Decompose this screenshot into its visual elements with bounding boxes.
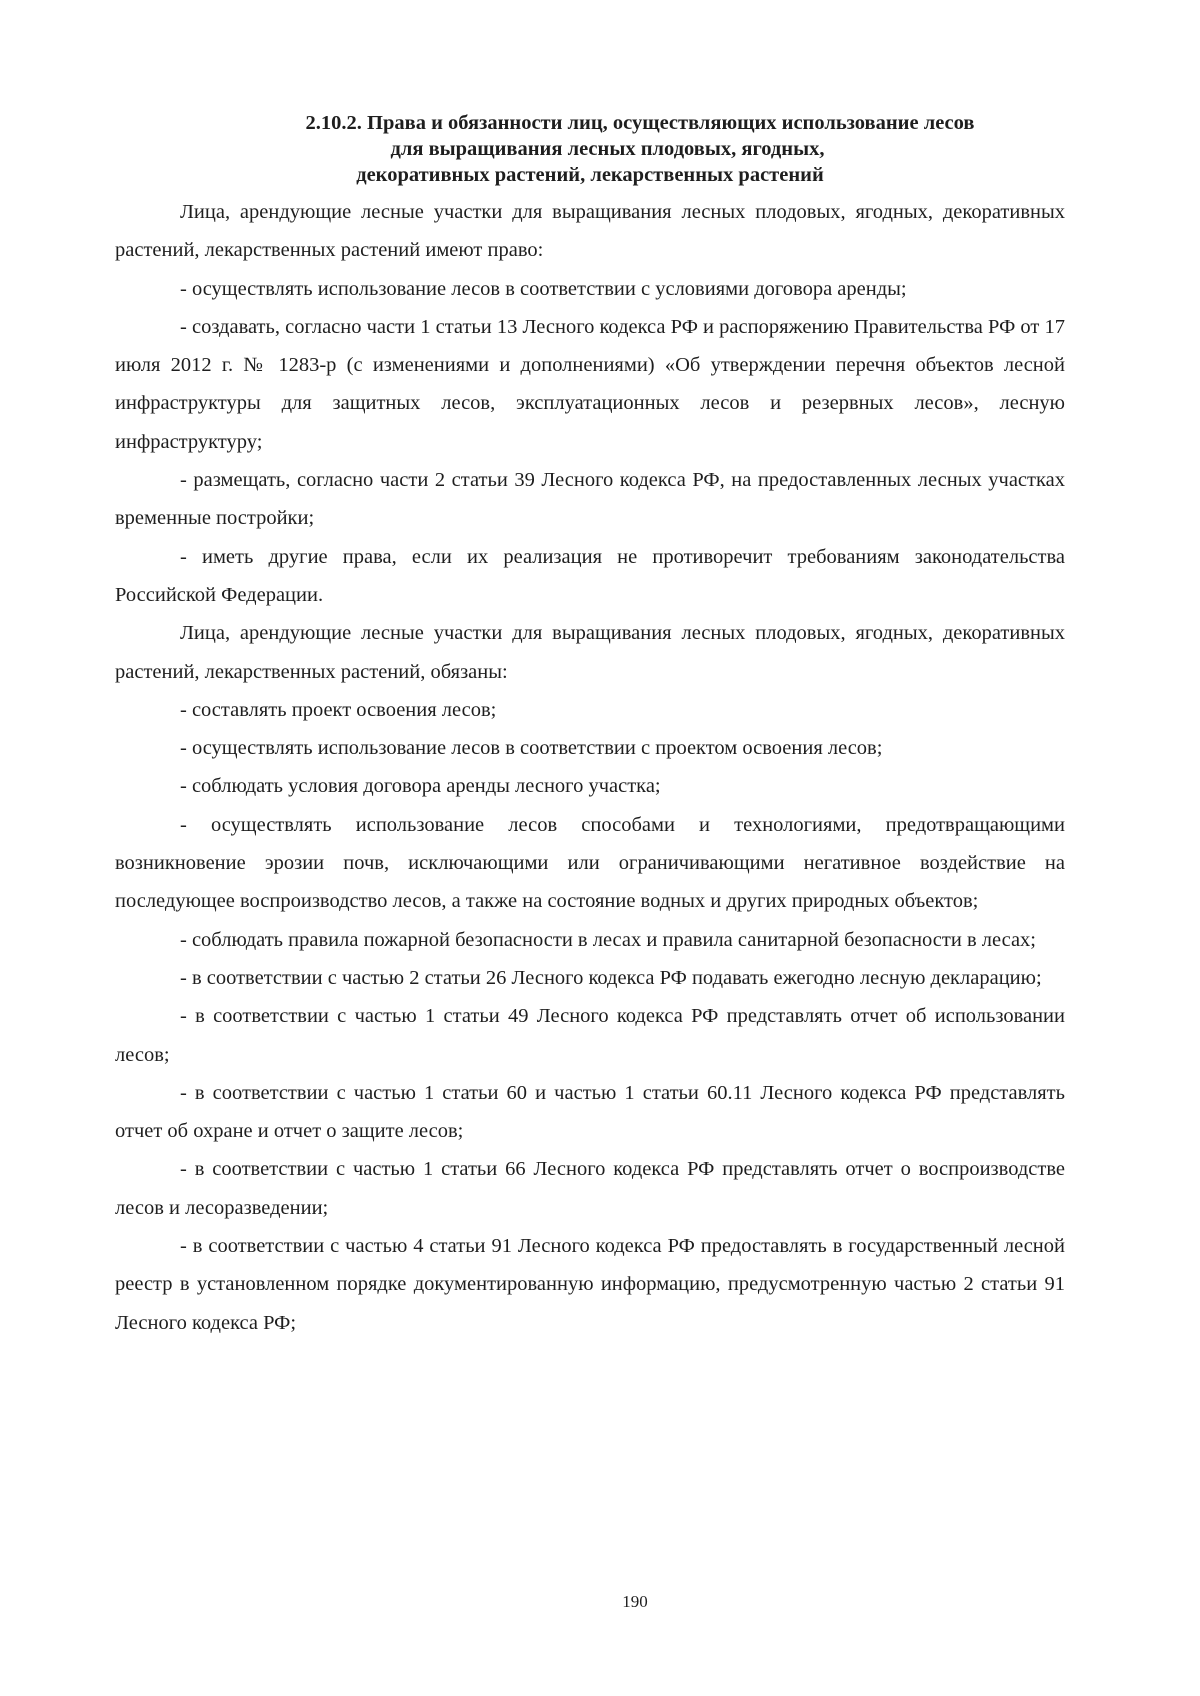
section-heading-line-2: для выращивания лесных плодовых, ягодных,	[390, 138, 825, 160]
paragraph-duty-10: - в соответствии с частью 4 статьи 91 Лесного кодекса РФ предоставлять в государственный лесной реестр в установленном порядке документированную информацию, предусмотренную частью 2 статьи 91 Лесного кодекса РФ;	[115, 1235, 1065, 1334]
paragraph-right-2: - создавать, согласно части 1 статьи 13 Лесного кодекса РФ и распоряжению Правительства РФ от 17 июля 2012 г. № 1283-р (с изменениями и дополнениями) «Об утверждении перечня объектов лесной инфраструктуры для защитных лесов, эксплуатационных лесов и резервных лесов», лесную инфраструктуру;	[115, 315, 1065, 453]
paragraph-duty-8: - в соответствии с частью 1 статьи 60 и частью 1 статьи 60.11 Лесного кодекса РФ представлять отчет об охране и отчет о защите лесов;	[115, 1081, 1065, 1143]
page-number: 190	[622, 1592, 648, 1611]
paragraph-right-1: - осуществлять использование лесов в соответствии с условиями договора аренды;	[180, 277, 907, 300]
paragraph-right-3: - размещать, согласно части 2 статьи 39 Лесного кодекса РФ, на предоставленных лесных участках временные постройки;	[115, 469, 1065, 530]
paragraph-duty-1: - составлять проект освоения лесов;	[180, 698, 497, 721]
paragraph-right-4: - иметь другие права, если их реализация не противоречит требованиям законодательства Российской Федерации.	[115, 545, 1065, 606]
paragraph-duty-4: - осуществлять использование лесов способами и технологиями, предотвращающими возникновение эрозии почв, исключающими или ограничивающими негативное воздействие на последующее воспроизводство лесов, а также на состояние водных и других природных объектов;	[115, 813, 1065, 913]
paragraph-duty-7: - в соответствии с частью 1 статьи 49 Лесного кодекса РФ представлять отчет об использовании лесов;	[115, 1005, 1065, 1066]
paragraph-duty-2: - осуществлять использование лесов в соответствии с проектом освоения лесов;	[180, 737, 883, 760]
section-heading-line-1: 2.10.2. Права и обязанности лиц, осуществляющих использование лесов	[305, 112, 975, 134]
paragraph-duty-9: - в соответствии с частью 1 статьи 66 Лесного кодекса РФ представлять отчет о воспроизводстве лесов и лесоразведении;	[115, 1158, 1065, 1219]
section-heading-line-3: декоративных растений, лекарственных растений	[356, 164, 824, 186]
page-content	[115, 110, 1065, 1342]
section-heading	[115, 110, 1065, 188]
paragraph-duty-5: - соблюдать правила пожарной безопасности в лесах и правила санитарной безопасности в лесах;	[180, 928, 1036, 951]
paragraph-duties-intro: Лица, арендующие лесные участки для выращивания лесных плодовых, ягодных, декоративных растений, лекарственных растений, обязаны:	[115, 622, 1065, 683]
paragraph-duty-3: - соблюдать условия договора аренды лесного участка;	[180, 775, 661, 798]
paragraph-rights-intro: Лица, арендующие лесные участки для выращивания лесных плодовых, ягодных, декоративных растений, лекарственных растений имеют право:	[115, 201, 1065, 262]
paragraph-duty-6: - в соответствии с частью 2 статьи 26 Лесного кодекса РФ подавать ежегодно лесную декларацию;	[180, 966, 1042, 989]
